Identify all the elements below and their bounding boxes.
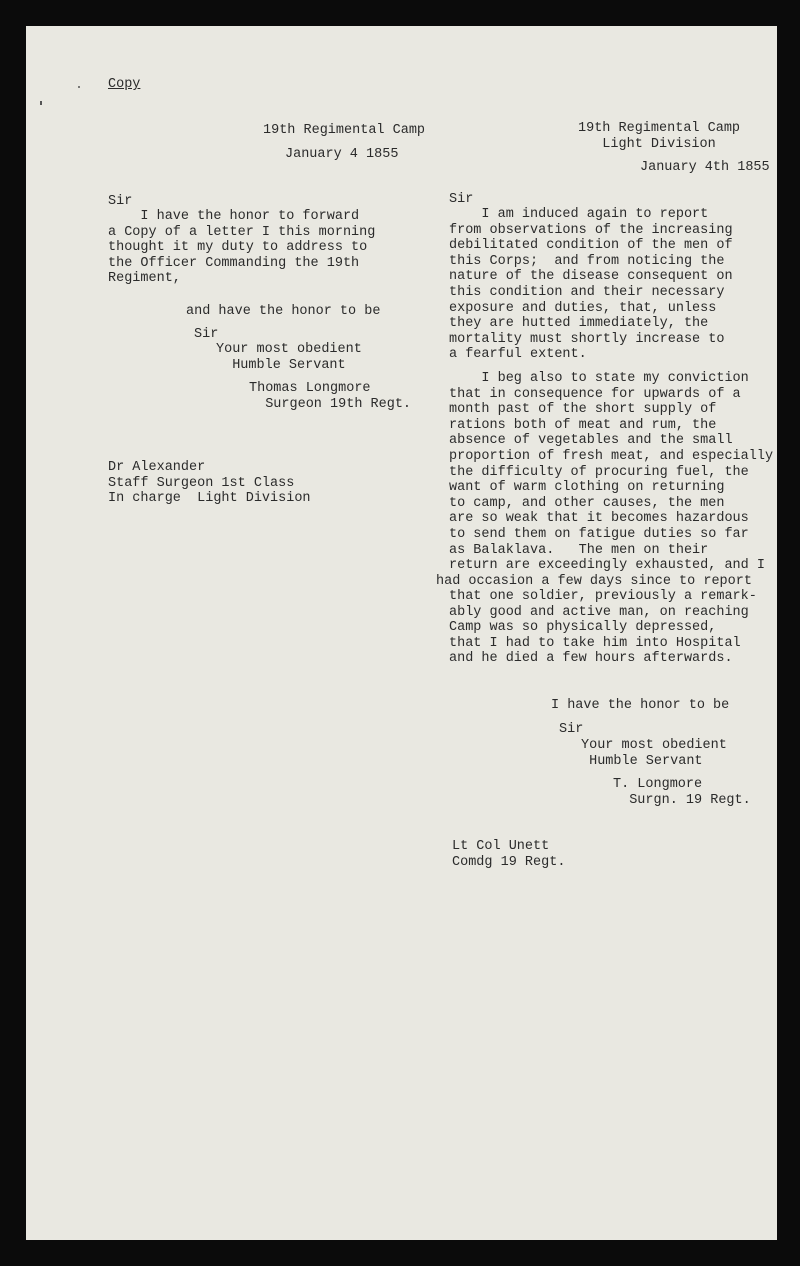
- left-letter-salutation: Sir: [108, 194, 133, 209]
- left-letter-date: January 4 1855: [285, 147, 399, 162]
- left-letter-body: I have the honor to forward a Copy of a letter I this morning thought it my duty to address to the Officer Commanding the 19th Regiment,: [108, 209, 376, 287]
- right-letter-salutation: Sir: [449, 192, 474, 207]
- left-letter-addressee: Dr Alexander Staff Surgeon 1st Class In charge Light Division: [108, 460, 311, 507]
- left-letter-place: 19th Regimental Camp: [263, 123, 426, 138]
- right-letter-valediction: Your most obedient Humble Servant: [581, 738, 727, 769]
- copy-heading: Copy: [108, 77, 141, 92]
- margin-mark: [40, 101, 42, 105]
- right-letter-addressee: Lt Col Unett Comdg 19 Regt.: [452, 839, 566, 870]
- left-letter-valediction: Your most obedient Humble Servant: [216, 342, 362, 373]
- right-letter-signature: T. Longmore Surgn. 19 Regt.: [613, 777, 751, 808]
- left-letter-sir: Sir: [194, 327, 219, 342]
- left-letter-closing: and have the honor to be: [186, 304, 381, 319]
- right-letter-closing: I have the honor to be: [551, 698, 730, 713]
- right-letter-paragraph-2-continuation: had occasion a few days since to report: [436, 574, 752, 589]
- right-letter-date: January 4th 1855: [640, 160, 770, 175]
- right-letter-paragraph-2: I beg also to state my conviction that in consequence for upwards of a month past of the short supply of rations both of meat and rum, the absence of vegetables and the small proportion of fresh meat, and especially the difficulty of procuring fuel, the want of warm clothing on returning to camp, and other causes, the men are so weak that it becomes hazardous to send them on fatigue duties so far as Balaklava. The men on their return are exceedingly exhausted, and I: [449, 371, 774, 574]
- right-letter-paragraph-2-end: that one soldier, previously a remark- ably good and active man, on reaching Camp was so physically depressed, that I had to take him into Hospital and he died a few hours afterwards.: [449, 589, 757, 667]
- left-letter-signature: Thomas Longmore Surgeon 19th Regt.: [249, 381, 412, 412]
- right-letter-place: 19th Regimental Camp Light Division: [578, 121, 741, 152]
- right-letter-paragraph-1: I am induced again to report from observations of the increasing debilitated condition of the men of this Corps; and from noticing the nature of the disease consequent on this condition and their necessary exposure and duties, that, unless they are hutted immediately, the mortality must shortly increase to a fearful extent.: [449, 207, 733, 363]
- right-letter-sir: Sir: [559, 722, 584, 737]
- ink-dot: [78, 86, 80, 88]
